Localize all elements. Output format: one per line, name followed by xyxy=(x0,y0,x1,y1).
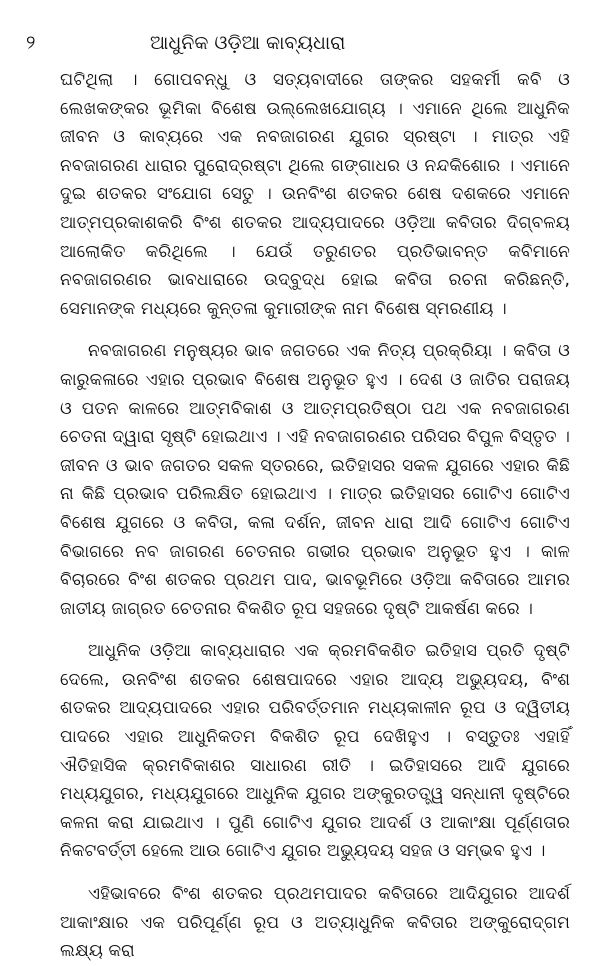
paragraph-3: ଆଧୁନିକ ଓଡ଼ିଆ କାବ୍ୟଧାରାର ଏକ କ୍ରମବିକଶିତ ଇତିହାସ ପ୍ରତି ଦୃଷ୍ଟି ଦେଲେ, ଉନବିଂଶ ଶତକର ଶେଷପାଦରେ ଏହାର ଆଦ୍ୟ ଅଭ୍ୟୁଦୟ, ବିଂଶ ଶତକର ଆଦ୍ୟପାଦରେ ଏହାର ପରିବର୍ତ୍ତମାନ ମଧ୍ୟକାଳୀନ ରୂପ ଓ ଦ୍ୱିତୀୟ ପାଦରେ ଏହାର ଆଧୁନିକତମ ବିକଶିତ ରୂପ ଦେଖିହୁଏ । ବସ୍ତୁତଃ ଏହାହିଁ ଐତିହାସିକ କ୍ରମବିକାଶର ସାଧାରଣ ରୀତି । ଇତିହାସରେ ଆଦି ଯୁଗରେ ମଧ୍ୟଯୁଗର, ମଧ୍ୟଯୁଗରେ ଆଧୁନିକ ଯୁଗର ଅଙ୍କୁରତତ୍ତ୍ୱ ସନ୍ଧାନୀ ଦୃଷ୍ଟିରେ କଳନା କରା ଯାଇଥାଏ । ପୁଣି ଗୋଟିଏ ଯୁଗର ଆଦର୍ଶ ଓ ଆକାଂକ୍ଷା ପୂର୍ଣ୍ଣତାର ନିକଟବର୍ତ୍ତୀ ହେଲେ ଆଉ ଗୋଟିଏ ଯୁଗର ଅଭ୍ୟୁଦୟ ସହଜ ଓ ସମ୍ଭବ ହୁଏ । xyxy=(60,641,570,862)
paragraph-2: ନବଜାଗରଣ ମନୁଷ୍ୟର ଭାବ ଜଗତରେ ଏକ ନିତ୍ୟ ପ୍ରକ୍ରିୟା । କବିତା ଓ କାରୁକଳାରେ ଏହାର ପ୍ରଭାବ ବିଶେଷ ଅନୁଭୂତ ହୁଏ । ଦେଶ ଓ ଜାତିର ପରାଜୟ ଓ ପତନ କାଳରେ ଆତ୍ମବିକାଶ ଓ ଆତ୍ମପ୍ରତିଷ୍ଠା ପଥ ଏକ ନବଜାଗରଣ ଚେତନା ଦ୍ୱାରା ସୃଷ୍ଟି ହୋଇଥାଏ । ଏହି ନବଜାଗରଣର ପରିସର ବିପୁଳ ବିସ୍ତୃତ । ଜୀବନ ଓ ଭାବ ଜଗତର ସକଳ ସ୍ତରରେ, ଇତିହାସର ସକଳ ଯୁଗରେ ଏହାର କିଛି ନା କିଛି ପ୍ରଭାବ ପରିଲକ୍ଷିତ ହୋଇଥାଏ । ମାତ୍ର ଇତିହାସର ଗୋଟିଏ ଗୋଟିଏ ବିଶେଷ ଯୁଗରେ ଓ କବିତା, କଳା ଦର୍ଶନ, ଜୀବନ ଧାରା ଆଦି ଗୋଟିଏ ଗୋଟିଏ ବିଭାଗରେ ନବ ଜାଗରଣ ଚେତନାର ଗଭୀର ପ୍ରଭାବ ଅନୁଭୂତ ହୁଏ । କାଳ ବିଚାରରେ ବିଂଶ ଶତକର ପ୍ରଥମ ପାଦ, ଭାବଭୂମିରେ ଓଡ଼ିଆ କବିତାରେ ଆମର ଜାତୀୟ ଜାଗ୍ରତ ଚେତନାର ବିକଶିତ ରୂପ ସହଜରେ ଦୃଷ୍ଟି ଆକର୍ଷଣ କରେ । xyxy=(60,341,570,619)
page-number: ୨ xyxy=(26,32,36,54)
paragraph-1: ଘଟିଥିଲା । ଗୋପବନ୍ଧୁ ଓ ସତ୍ୟବାଦୀରେ ତାଙ୍କର ସହକର୍ମୀ କବି ଓ ଲେଖକଙ୍କର ଭୂମିକା ବିଶେଷ ଉଲ୍ଲେଖଯୋଗ୍ୟ । ଏମାନେ ଥିଲେ ଆଧୁନିକ ଜୀବନ ଓ କାବ୍ୟରେ ଏକ ନବଜାଗରଣ ଯୁଗର ସ୍ରଷ୍ଟା । ମାତ୍ର ଏହି ନବଜାଗରଣ ଧାରାର ପୁରୋଦ୍ରଷ୍ଟା ଥିଲେ ଗଙ୍ଗାଧର ଓ ନନ୍ଦକିଶୋର । ଏମାନେ ଦୁଇ ଶତକର ସଂଯୋଗ ସେତୁ । ଉନବିଂଶ ଶତକର ଶେଷ ଦଶକରେ ଏମାନେ ଆତ୍ମପ୍ରକାଶକରି ବିଂଶ ଶତକର ଆଦ୍ୟପାଦରେ ଓଡ଼ିଆ କବିତାର ଦିଗ୍‌ବଳୟ ଆଲୋକିତ କରିଥିଲେ । ଯେଉଁ ତରୁଣତର ପ୍ରତିଭାବନ୍ତ କବିମାନେ ନବଜାଗରଣର ଭାବଧାରାରେ ଉଦ୍‌ବୁଦ୍ଧ ହୋଇ କବିତା ରଚନା କରିଛନ୍ତି, ସେମାନଙ୍କ ମଧ୍ୟରେ କୁନ୍ତଳା କୁମାରୀଙ୍କ ନାମ ବିଶେଷ ସ୍ମରଣୀୟ । xyxy=(60,70,570,319)
paragraph-4: ଏହିଭାବରେ ବିଂଶ ଶତକର ପ୍ରଥମପାଦର କବିତାରେ ଆଦିଯୁଗର ଆଦର୍ଶ ଆକାଂକ୍ଷାର ଏକ ପରିପୂର୍ଣ୍ଣ ରୂପ ଓ ଅତ୍ୟାଧୁନିକ କବିତାର ଅଙ୍କୁରୋଦ୍‌ଗମ ଲକ୍ଷ୍ୟ କରା xyxy=(60,884,570,962)
page-header xyxy=(26,30,570,64)
running-title: ଆଧୁନିକ ଓଡ଼ିଆ କାବ୍ୟଧାରା xyxy=(150,32,346,54)
body-text xyxy=(60,66,570,966)
